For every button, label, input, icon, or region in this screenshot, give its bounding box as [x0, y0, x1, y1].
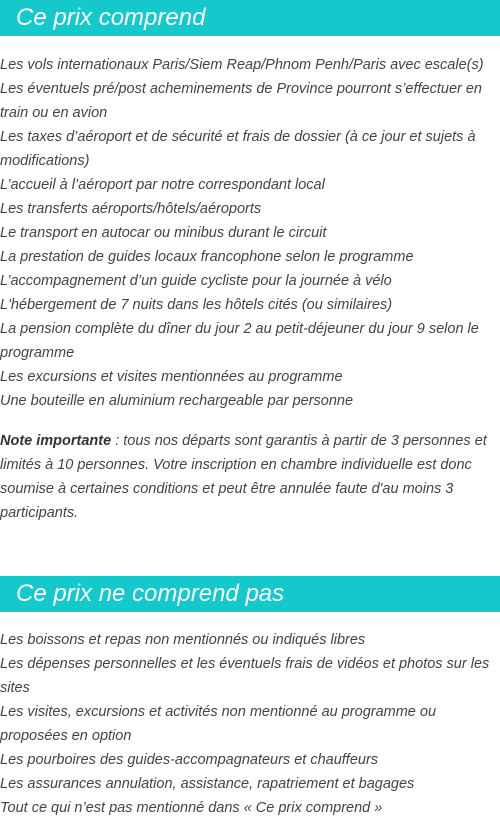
important-note-label: Note importante: [0, 433, 112, 449]
included-item: Les éventuels pré/post acheminements de Province pourront s’effectuer en train ou en avion: [0, 81, 482, 121]
included-item: Une bouteille en aluminium rechargeable par personne: [0, 393, 354, 409]
included-item: La pension complète du dîner du jour 2 au petit-déjeuner du jour 9 selon le programme: [0, 321, 479, 361]
excluded-section-title: Ce prix ne comprend pas: [0, 576, 500, 612]
included-item: L’accueil à l’aéroport par notre correspondant local: [0, 177, 325, 193]
important-note-text: : tous nos départs sont garantis à partir de 3 personnes et limités à 10 personnes. Votre inscription en chambre individuelle est donc soumise à certaines conditions et peut être annulée faute d'au moins 3 participants.: [0, 433, 487, 521]
included-section-title: Ce prix comprend: [0, 0, 500, 36]
excluded-item: Tout ce qui n’est pas mentionné dans « Ce prix comprend »: [0, 800, 383, 816]
included-list: [0, 53, 500, 413]
excluded-item: Les pourboires des guides-accompagnateurs et chauffeurs: [0, 752, 379, 768]
included-item: Les taxes d’aéroport et de sécurité et frais de dossier (à ce jour et sujets à modifications): [0, 129, 476, 169]
excluded-item: Les visites, excursions et activités non mentionné au programme ou proposées en option: [0, 704, 437, 744]
important-note: [0, 429, 490, 525]
included-item: La prestation de guides locaux francophone selon le programme: [0, 249, 414, 265]
included-item: L’accompagnement d’un guide cycliste pour la journée à vélo: [0, 273, 392, 289]
included-item: Les transferts aéroports/hôtels/aéroports: [0, 201, 262, 217]
excluded-item: Les boissons et repas non mentionnés ou indiqués libres: [0, 632, 366, 648]
excluded-item: Les assurances annulation, assistance, rapatriement et bagages: [0, 776, 415, 792]
included-item: Le transport en autocar ou minibus durant le circuit: [0, 225, 327, 241]
included-item: Les excursions et visites mentionnées au programme: [0, 369, 343, 385]
excluded-list: [0, 628, 500, 820]
included-item: L'hébergement de 7 nuits dans les hôtels cités (ou similaires): [0, 297, 393, 313]
excluded-item: Les dépenses personnelles et les éventuels frais de vidéos et photos sur les sites: [0, 656, 490, 696]
included-item: Les vols internationaux Paris/Siem Reap/Phnom Penh/Paris avec escale(s): [0, 57, 484, 73]
